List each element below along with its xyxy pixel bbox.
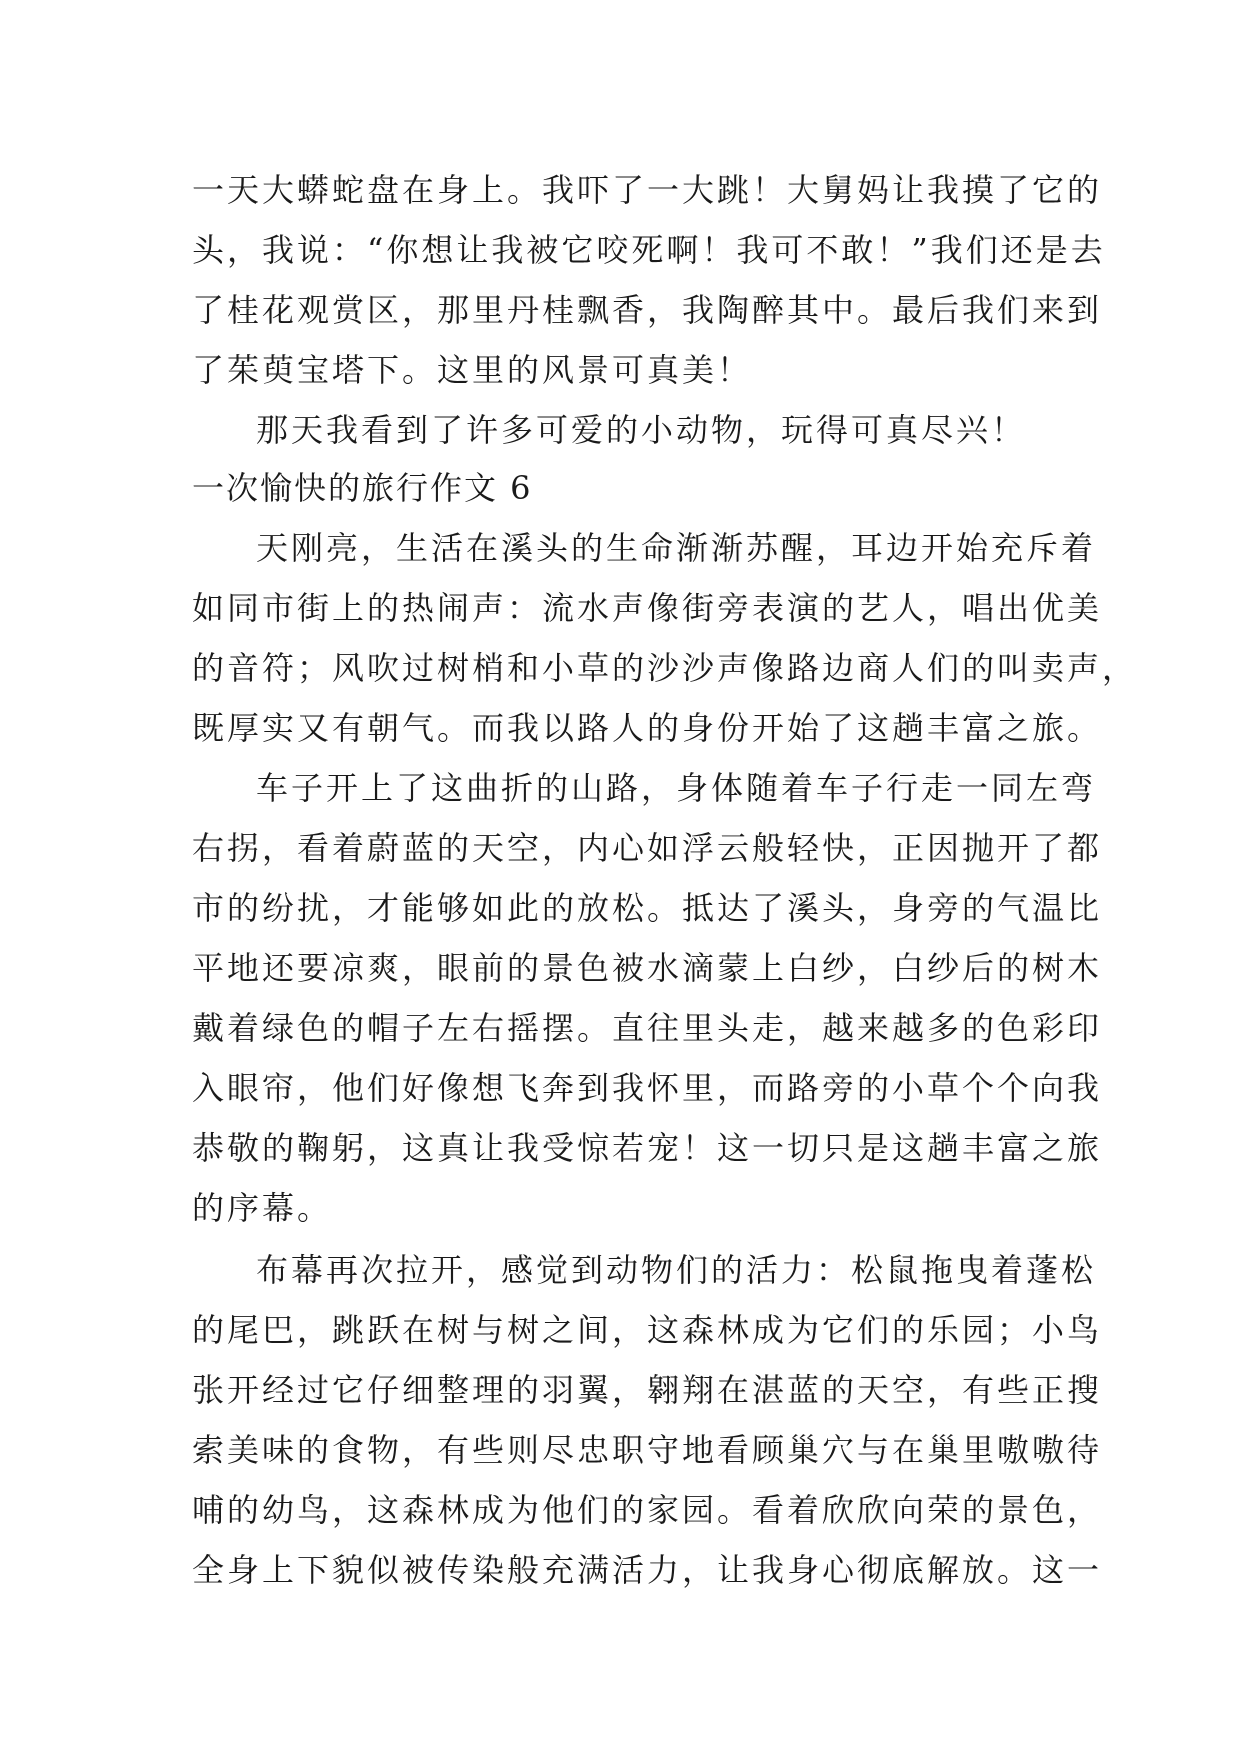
paragraph-line: 平地还要凉爽，眼前的景色被水滴蒙上白纱，白纱后的树木 — [192, 949, 1103, 987]
paragraph-line: 恭敬的鞠躬，这真让我受惊若宠！这一切只是这趟丰富之旅 — [192, 1129, 1103, 1167]
paragraph-line: 布幕再次拉开，感觉到动物们的活力：松鼠拖曳着蓬松 — [256, 1251, 1097, 1289]
paragraph-line: 那天我看到了许多可爱的小动物，玩得可真尽兴！ — [256, 411, 1027, 449]
paragraph-line: 右拐，看着蔚蓝的天空，内心如浮云般轻快，正因抛开了都 — [192, 829, 1103, 867]
paragraph-line: 如同市街上的热闹声：流水声像街旁表演的艺人，唱出优美 — [192, 589, 1103, 627]
paragraph-line: 全身上下貌似被传染般充满活力，让我身心彻底解放。这一 — [192, 1551, 1103, 1589]
paragraph-line: 一天大蟒蛇盘在身上。我吓了一大跳！大舅妈让我摸了它的 — [192, 171, 1103, 209]
paragraph-line: 索美味的食物，有些则尽忠职守地看顾巢穴与在巢里嗷嗷待 — [192, 1431, 1103, 1469]
paragraph-line: 既厚实又有朝气。而我以路人的身份开始了这趟丰富之旅。 — [192, 709, 1103, 747]
paragraph-line: 天刚亮，生活在溪头的生命渐渐苏醒，耳边开始充斥着 — [256, 529, 1097, 567]
paragraph-line: 戴着绿色的帽子左右摇摆。直往里头走，越来越多的色彩印 — [192, 1009, 1103, 1047]
paragraph-line: 张开经过它仔细整理的羽翼，翱翔在湛蓝的天空，有些正搜 — [192, 1371, 1103, 1409]
paragraph-line: 车子开上了这曲折的山路，身体随着车子行走一同左弯 — [256, 769, 1097, 807]
paragraph-line: 头，我说：“你想让我被它咬死啊！我可不敢！”我们还是去 — [192, 231, 1106, 269]
paragraph-line: 哺的幼鸟，这森林成为他们的家园。看着欣欣向荣的景色， — [192, 1491, 1103, 1529]
paragraph-line: 入眼帘，他们好像想飞奔到我怀里，而路旁的小草个个向我 — [192, 1069, 1103, 1107]
paragraph-line: 的音符；风吹过树梢和小草的沙沙声像路边商人们的叫卖声， — [192, 649, 1138, 687]
section-heading: 一次愉快的旅行作文 6 — [192, 469, 533, 507]
paragraph-line: 市的纷扰，才能够如此的放松。抵达了溪头，身旁的气温比 — [192, 889, 1103, 927]
paragraph-line: 了桂花观赏区，那里丹桂飘香，我陶醉其中。最后我们来到 — [192, 291, 1103, 329]
paragraph-line: 的序幕。 — [192, 1189, 333, 1227]
paragraph-line: 了茱萸宝塔下。这里的风景可真美！ — [192, 351, 753, 389]
paragraph-line: 的尾巴，跳跃在树与树之间，这森林成为它们的乐园；小鸟 — [192, 1311, 1103, 1349]
